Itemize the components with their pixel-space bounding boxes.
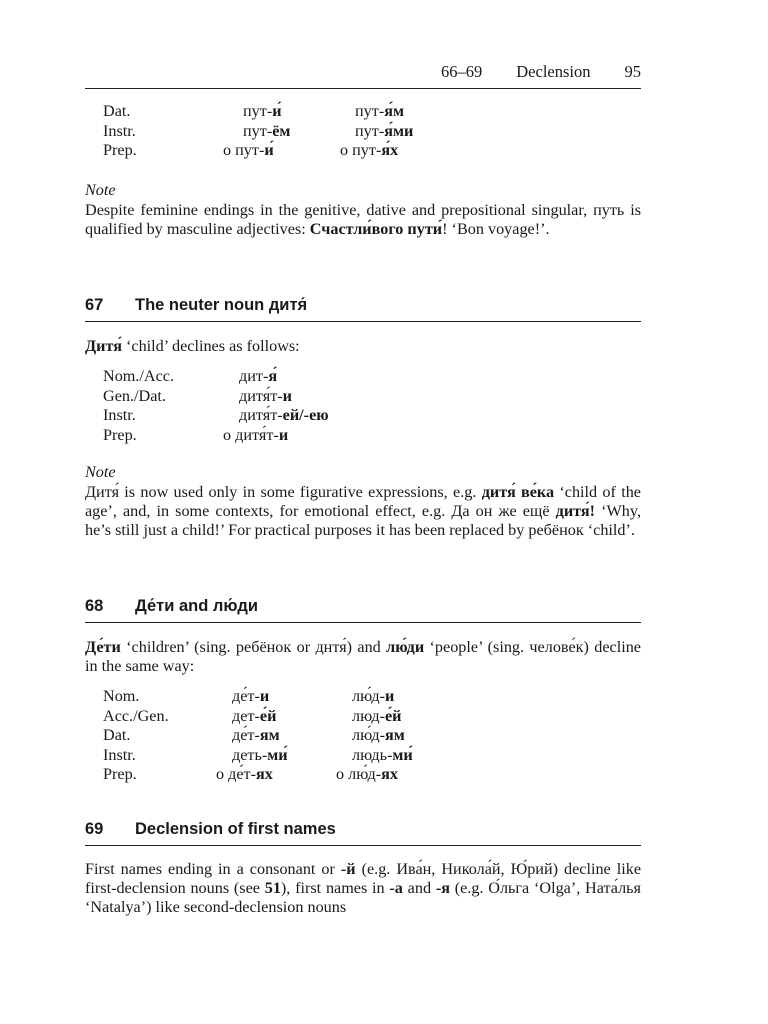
case-label: Prep. (103, 765, 137, 783)
lyudi-form: люд-е́й (352, 706, 402, 725)
case-label: Dat. (103, 102, 131, 120)
plural-form: пут-я́ми (355, 121, 414, 140)
case-label: Gen./Dat. (103, 386, 166, 405)
lyudi-form: лю́д-ям (352, 726, 405, 744)
singular-form: пут-ём (243, 121, 291, 140)
lyudi-form: о лю́д-ях (336, 765, 398, 783)
section-intro: Дитя́ ‘child’ declines as follows: (85, 337, 300, 355)
plural-form: о пут-я́х (340, 141, 399, 159)
form: дитя́т-и (239, 386, 292, 405)
form: о дитя́т-и (223, 425, 289, 444)
form: дит-я́ (239, 367, 278, 385)
section-heading-68 (85, 597, 641, 623)
case-label: Instr. (103, 121, 136, 140)
deti-form: де́т-и (232, 687, 270, 705)
section-number: 67 (85, 296, 104, 314)
case-label: Instr. (103, 406, 136, 424)
plural-form: пут-я́м (355, 102, 405, 120)
note-label: Note (85, 181, 116, 199)
case-label: Nom. (103, 687, 140, 705)
deti-form: де́т-ям (232, 726, 280, 744)
section-number: 69 (85, 820, 104, 838)
running-head-title: Declension (516, 62, 591, 81)
note-paragraph: Despite feminine endings in the genitive, dative and prepositional singular, путь is qualified by masculine adjectives: Счастли́вого пути́! ‘Bon voyage!’. (85, 201, 641, 238)
case-label: Prep. (103, 425, 137, 444)
case-label: Prep. (103, 141, 137, 159)
deti-form: дет-е́й (232, 706, 277, 725)
section-paragraph: First names ending in a consonant or -й (e.g. Ива́н, Никола́й, Ю́рий) decline like first-declension nouns (see 51), first names in -а and -я (e.g. О́льга ‘Olga’, Ната́лья ‘Natalya’) like second-declension nouns (85, 860, 642, 916)
case-label: Instr. (103, 745, 136, 764)
deti-form: деть-ми́ (232, 745, 288, 764)
note-label: Note (85, 463, 116, 481)
section-heading-69 (85, 820, 641, 846)
section-intro: Де́ти ‘children’ (sing. ребёнок or днтя́) and лю́ди ‘people’ (sing. челове́к) decline in the same way: (85, 638, 641, 675)
running-head-section-range: 66–69 (441, 62, 483, 81)
case-label: Dat. (103, 726, 131, 744)
page-number: 95 (624, 62, 641, 81)
form: дитя́т-ей/-ею (239, 406, 329, 424)
deti-form: о де́т-ях (216, 765, 273, 783)
lyudi-form: лю́д-и (352, 687, 395, 705)
singular-form: пут-и́ (243, 102, 282, 120)
singular-form: о пут-и́ (223, 141, 274, 159)
note-paragraph: Дитя́ is now used only in some figurative expressions, e.g. дитя́ ве́ка ‘child of the age’, and, in some contexts, for emotional effect, e.g. Да он же ещё дитя́! ‘Why, he’s still just a child!’ For practical purposes it has been replaced by ребёнок ‘child’. (85, 483, 641, 539)
case-label: Nom./Acc. (103, 367, 175, 385)
section-title: Declension of first names (135, 820, 336, 838)
running-head-rule (85, 88, 641, 89)
section-heading-67 (85, 296, 641, 322)
lyudi-form: людь-ми́ (352, 745, 413, 764)
section-number: 68 (85, 597, 104, 615)
running-head (441, 62, 641, 82)
section-title: Де́ти and лю́ди (135, 597, 259, 615)
case-label: Acc./Gen. (103, 706, 169, 725)
section-title: The neuter noun дитя́ (135, 296, 308, 314)
